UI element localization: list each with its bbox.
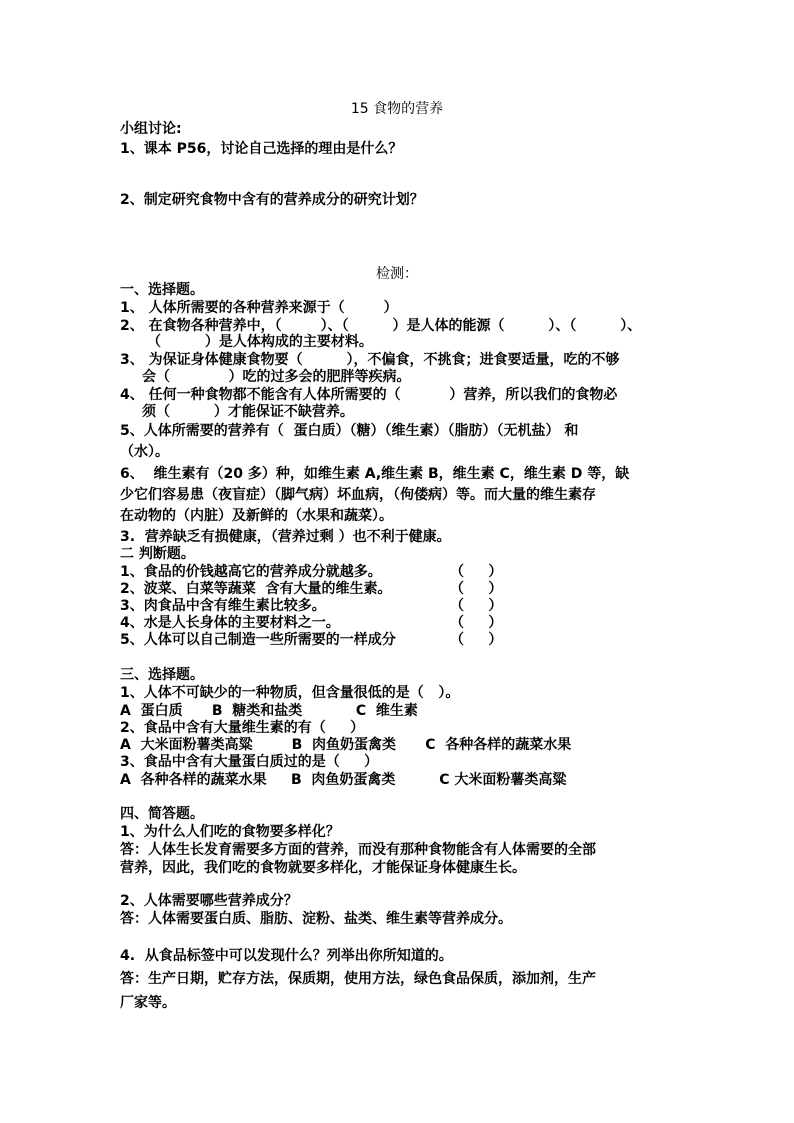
section3-heading: 三、选择题。: [120, 667, 204, 683]
short-answer-question-1: 1、为什么人们吃的食物要多样化？: [120, 824, 340, 840]
section3-line: 3、食品中含有大量蛋白质过的是（ ）: [120, 754, 379, 770]
discussion-question-2: 2、制定研究食物中含有的营养成分的研究计划？: [120, 192, 424, 208]
section1-line: 3、 为保证身体健康食物要（ ），不偏食，不挑食；进食要适量，吃的不够: [120, 352, 620, 368]
judgment-item-text: 2、波菜、白菜等蔬菜 含有大量的维生素。: [120, 581, 392, 597]
section1-line: 在动物的（内脏）及新鲜的（水果和蔬菜）。: [120, 508, 393, 524]
section1-line: 5、人体所需要的营养有（ 蛋白质）（糖）（维生素）（脂肪）（无机盐） 和: [120, 423, 579, 439]
short-answer-question-4: 4. 从食品标签中可以发现什么？列举出你所知道的。: [120, 948, 453, 964]
section3-line: A 各种各样的蔬菜水果 B 肉鱼奶蛋禽类 C 大米面粉薯类高粱: [120, 772, 567, 788]
judgment-answer-blank: （ ）: [450, 632, 503, 648]
discussion-heading: 小组讨论:: [120, 121, 182, 137]
section1-line: 4、 任何一种食物都不能含有人体所需要的（ ）营养，所以我们的食物必: [120, 387, 618, 403]
section1-line: （ ）是人体构成的主要材料。: [147, 334, 373, 350]
section3-line: A 蛋白质 B 糖类和盐类 C 维生素: [120, 703, 418, 719]
section1-heading: 一、选择题。: [120, 282, 204, 298]
short-answer-answer-4-line-1: 答：生产日期，贮存方法，保质期，使用方法，绿色食品保质，添加剂，生产: [120, 971, 596, 987]
short-answer-answer-1-line-1: 答：人体生长发育需要多方面的营养，而没有那种食物能含有人体需要的全部: [120, 842, 596, 858]
section4-heading: 四、简答题。: [120, 806, 204, 822]
section3-line: A 大米面粉薯类高粱 B 肉鱼奶蛋禽类 C 各种各样的蔬菜水果: [120, 737, 572, 753]
judgment-item-text: 4、水是人长身体的主要材料之一。: [120, 615, 340, 631]
judgment-item-text: 5、人体可以自己制造一些所需要的一样成分: [120, 632, 396, 648]
section3-line: 1、人体不可缺少的一种物质，但含量很低的是（ ）。: [120, 685, 460, 701]
short-answer-question-2: 2、人体需要哪些营养成分？: [120, 893, 298, 909]
page-title: 15 食物的营养: [350, 101, 444, 117]
discussion-question-1: 1、课本 P56，讨论自己选择的理由是什么？: [120, 141, 403, 157]
judgment-item-text: 1、食品的价钱越高它的营养成分就越多。: [120, 564, 382, 580]
section1-line: 3. 营养缺乏有损健康，（营养过剩 ）也不利于健康。: [120, 529, 451, 545]
section2-heading: 二 判断题。: [120, 546, 195, 562]
section1-line: 须（ ）才能保证不缺营养。: [142, 404, 354, 420]
short-answer-answer-1-line-2: 营养，因此，我们吃的食物就要多样化，才能保证身体健康生长。: [120, 860, 526, 876]
judgment-answer-blank: （ ）: [450, 615, 503, 631]
section1-line: 会（ ）吃的过多会的肥胖等疾病。: [142, 369, 411, 385]
section1-line: 少它们容易患（夜盲症）（脚气病）坏血病，（佝偻病）等。而大量的维生素存: [120, 487, 596, 503]
judgment-answer-blank: （ ）: [450, 564, 503, 580]
judgment-answer-blank: （ ）: [450, 598, 503, 614]
judgment-item-text: 3、肉食品中含有维生素比较多。: [120, 598, 326, 614]
section1-line: 2、 在食物各种营养中，（ ）、（ ）是人体的能源（ ）、（ ）、: [120, 318, 642, 334]
section1-line: （水）。: [120, 444, 169, 460]
section3-line: 2、食品中含有大量维生素的有（ ）: [120, 720, 365, 736]
short-answer-answer-2: 答：人体需要蛋白质、脂肪、淀粉、盐类、维生素等营养成分。: [120, 911, 512, 927]
judgment-answer-blank: （ ）: [450, 581, 503, 597]
test-heading: 检测：: [376, 266, 418, 282]
section1-line: 6、 维生素有（20 多）种，如维生素 A,维生素 B，维生素 C，维生素 D 等，缺: [120, 466, 630, 482]
section1-line: 1、 人体所需要的各种营养来源于（ ）: [120, 300, 398, 316]
short-answer-answer-4-line-2: 厂家等。: [120, 995, 176, 1011]
